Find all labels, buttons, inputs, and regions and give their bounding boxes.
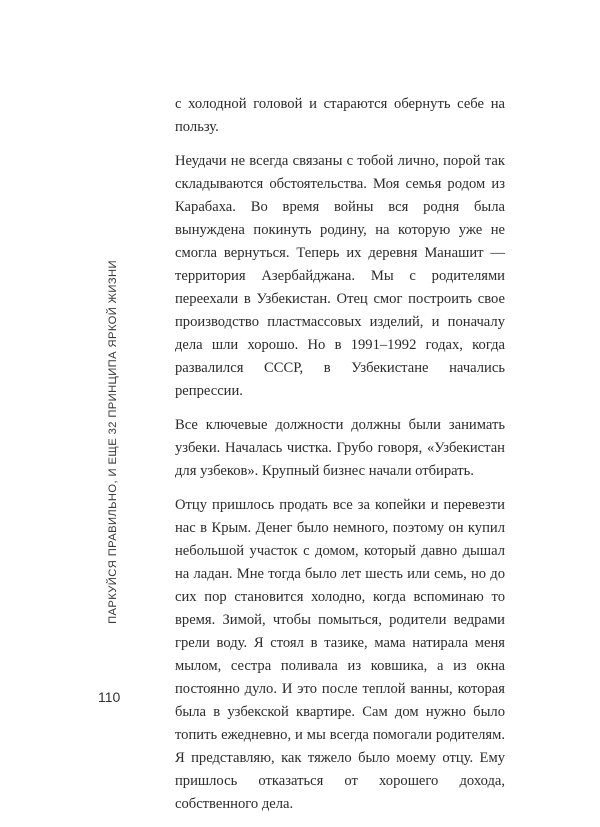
- running-head-text: ПАРКУЙСЯ ПРАВИЛЬНО, И ЕЩЕ 32 ПРИНЦИПА ЯРКОЙ ЖИЗНИ: [107, 260, 119, 624]
- paragraph-3: Все ключевые должности должны были занимать узбеки. Началась чистка. Грубо говоря, «Узбекистан для узбеков». Крупный бизнес начали отбирать.: [175, 417, 505, 479]
- paragraph-2: Неудачи не всегда связаны с тобой лично, порой так складываются обстоятельства. Моя семья родом из Карабаха. Во время войны вся родня была вынуждена покинуть родину, на которую уже не смогла вернуться. Теперь их деревня Манашит — территория Азербайджана. Мы с родителями переехали в Узбекистан. Отец смог построить свое производство пластмассовых изделий, и поначалу дела шли хорошо. Но в 1991–1992 годах, когда развалился СССР, в Узбекистане начались репрессии.: [175, 153, 505, 399]
- body-text: [175, 93, 505, 827]
- page-number: 110: [98, 689, 121, 705]
- paragraph-4: Отцу пришлось продать все за копейки и перевезти нас в Крым. Денег было немного, поэтому он купил небольшой участок с домом, который давно дышал на ладан. Мне тогда было лет шесть или семь, но до сих пор становится холодно, когда вспоминаю то время. Зимой, чтобы помыться, родители ведрами грели воду. Я стоял в тазике, мама натирала меня мылом, сестра поливала из ковшика, а из окна постоянно дуло. И это после теплой ванны, которая была в узбекской квартире. Сам дом нужно было топить ежедневно, и мы всегда помогали родителям. Я представляю, как тяжело было моему отцу. Ему пришлось отказаться от хорошего дохода, собственного дела.: [175, 497, 505, 812]
- paragraph-1: с холодной головой и стараются обернуть себе на пользу.: [175, 96, 505, 135]
